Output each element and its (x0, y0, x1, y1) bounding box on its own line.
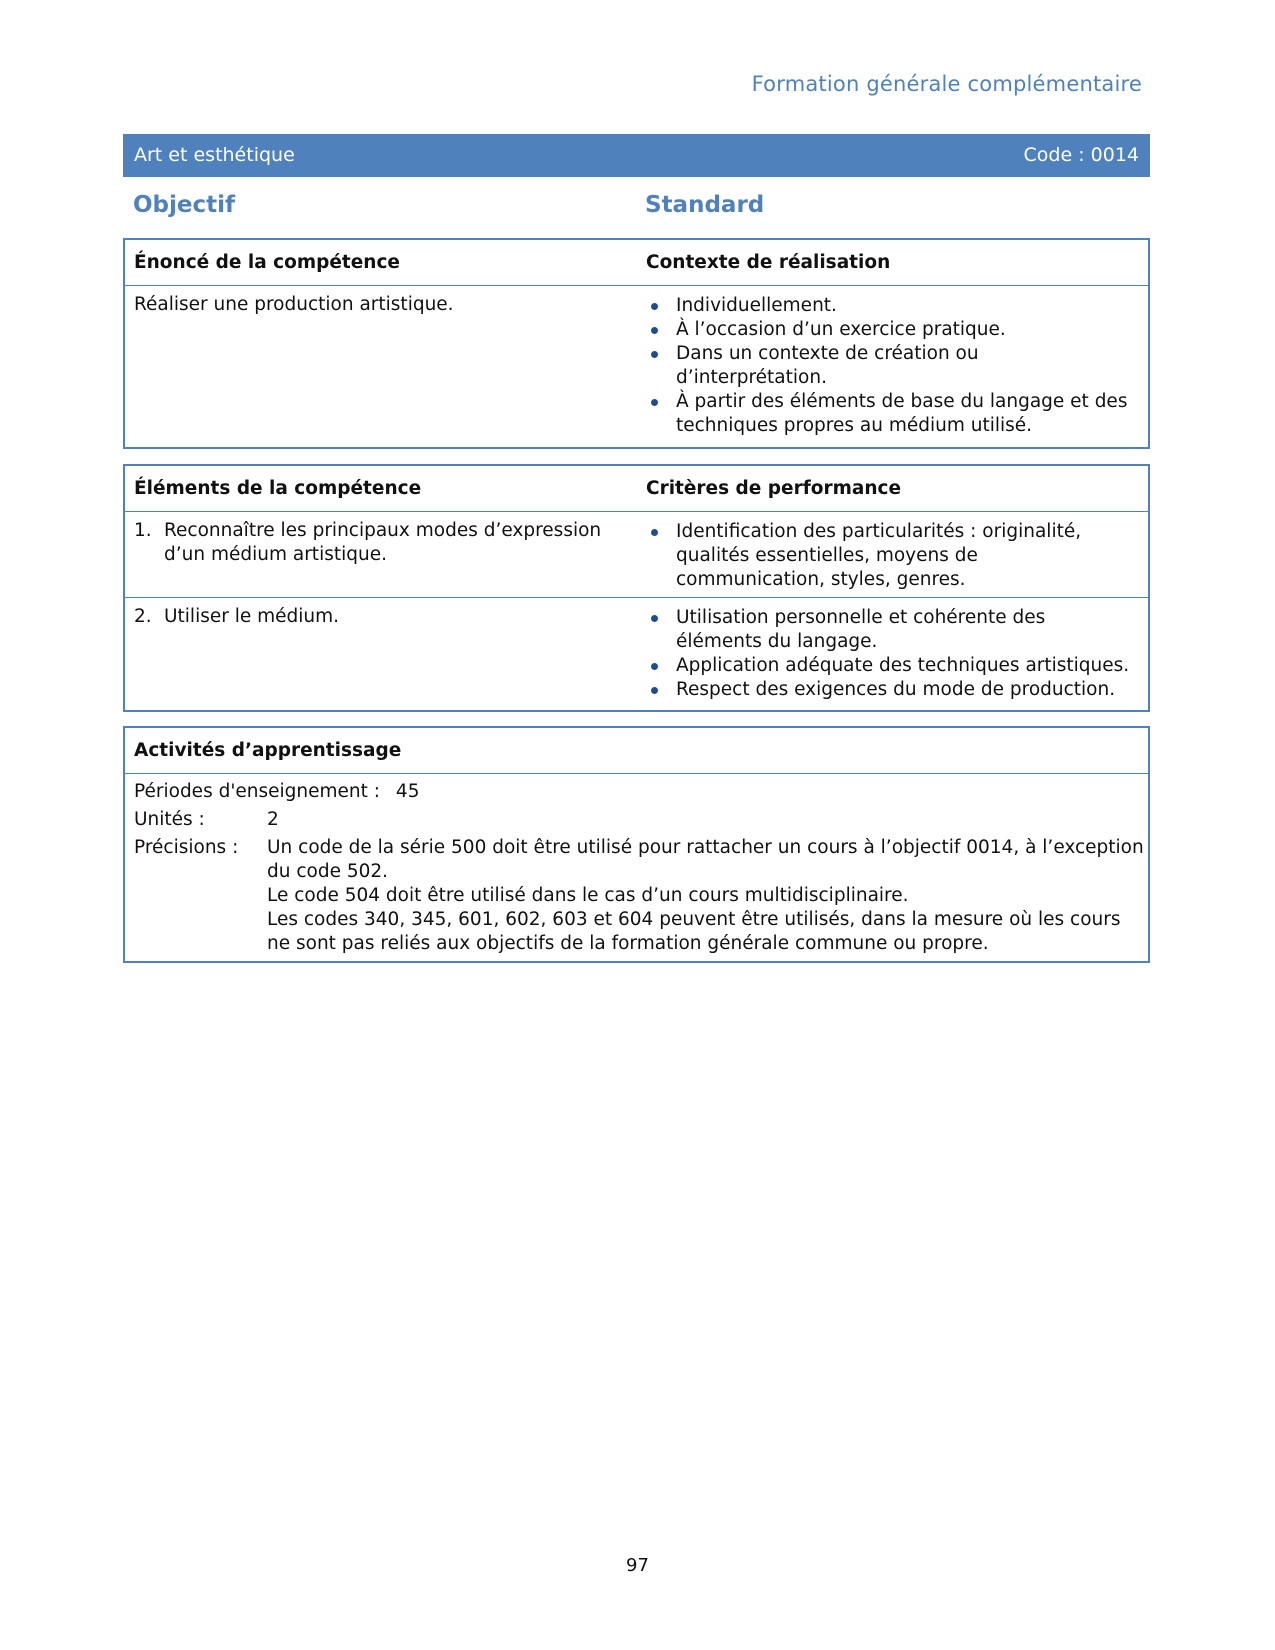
precisions-label: Précisions : (134, 837, 239, 858)
bullet-icon (651, 327, 658, 334)
criteria-item: Utilisation personnelle et cohérente des éléments du langage. (646, 606, 1076, 654)
units-value: 2 (267, 809, 279, 830)
criteria-list-1 (646, 520, 1086, 592)
precisions-text (267, 836, 1147, 956)
objectif-heading: Objectif (133, 192, 236, 218)
context-item: À l’occasion d’un exercice pratique. (646, 318, 1146, 342)
context-item: Individuellement. (646, 294, 1146, 318)
bullet-icon (651, 399, 658, 406)
document-running-title: Formation générale complémentaire (751, 72, 1142, 96)
subject-banner (123, 134, 1150, 177)
page-number: 97 (626, 1555, 649, 1576)
units-line (134, 808, 279, 832)
periods-value: 45 (395, 781, 420, 802)
competence-table-header (125, 240, 1148, 286)
activities-header: Activités d’apprentissage (134, 740, 402, 761)
element-row-2 (134, 605, 604, 629)
precision-item: Les codes 340, 345, 601, 602, 603 et 604 peuvent être utilisés, dans la mesure où les cours ne sont pas reliés aux objectifs de la formation générale commune ou propre. (267, 909, 1121, 954)
bullet-icon (651, 615, 658, 622)
context-list (646, 294, 1146, 438)
periods-line (134, 780, 419, 804)
elements-header: Éléments de la compétence (134, 478, 422, 499)
activities-table (123, 726, 1150, 963)
competence-statement: Réaliser une production artistique. (134, 294, 454, 315)
subject-name: Art et esthétique (134, 144, 295, 166)
contexte-header: Contexte de réalisation (646, 252, 891, 273)
periods-label: Périodes d'enseignement : (134, 781, 381, 802)
precision-item: Un code de la série 500 doit être utilisé pour rattacher un cours à l’objectif 0014, à l’exception du code 502. (267, 837, 1144, 882)
precision-item: Le code 504 doit être utilisé dans le cas d’un cours multidisciplinaire. (267, 885, 909, 906)
element-item: 2. Utiliser le médium. (134, 606, 340, 627)
bullet-icon (651, 351, 658, 358)
elements-table (123, 464, 1150, 712)
criteres-header: Critères de performance (646, 478, 902, 499)
objective-code: Code : 0014 (1023, 144, 1139, 166)
context-item: À partir des éléments de base du langage et des techniques propres au médium utilisé. (646, 390, 1151, 438)
context-item: Dans un contexte de création ou d’interprétation. (646, 342, 1016, 390)
criteria-item: Identification des particularités : originalité, qualités essentielles, moyens de communication, styles, genres. (646, 520, 1086, 592)
criteria-item: Application adéquate des techniques artistiques. (646, 654, 1176, 678)
criteria-list-2 (646, 606, 1146, 702)
criteria-item: Respect des exigences du mode de production. (646, 678, 1176, 702)
activities-header-row (125, 728, 1148, 774)
bullet-icon (651, 529, 658, 536)
element-row-1 (134, 519, 604, 567)
competence-table (123, 238, 1150, 449)
standard-heading: Standard (645, 192, 765, 218)
enonce-header: Énoncé de la compétence (134, 252, 400, 273)
element-item: 1. Reconnaître les principaux modes d’expression d’un médium artistique. (134, 520, 602, 565)
elements-table-header (125, 466, 1148, 512)
bullet-icon (651, 687, 658, 694)
bullet-icon (651, 303, 658, 310)
units-label: Unités : (134, 809, 205, 830)
bullet-icon (651, 663, 658, 670)
row-divider (125, 597, 1148, 598)
